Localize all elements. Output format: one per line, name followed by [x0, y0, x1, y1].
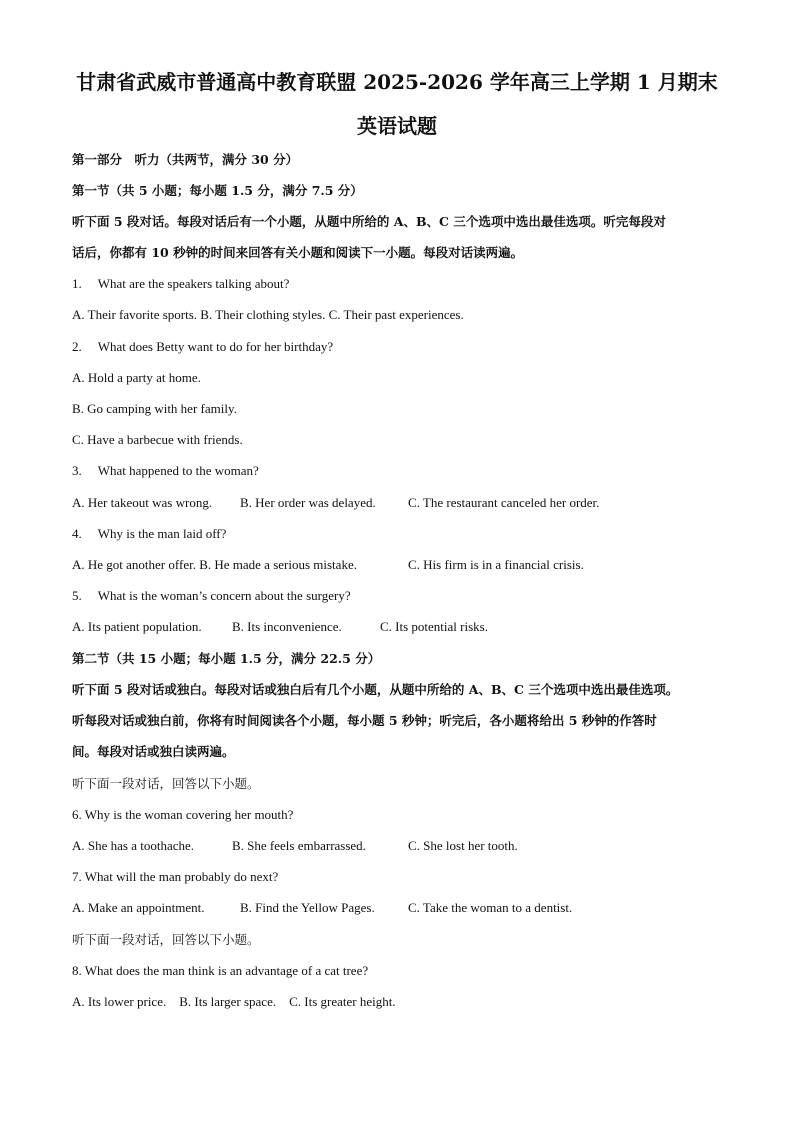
question-1: 1. What are the speakers talking about?: [72, 276, 290, 291]
section1-instruction-line1: 听下面 5 段对话。每段对话后有一个小题，从题中所给的 A、B、C 三个选项中选出最佳选项。听完每段对: [72, 214, 666, 229]
section1-heading: 第一节（共 5 小题；每小题 1.5 分，满分 7.5 分）: [72, 183, 363, 198]
question-6-option-b: B. She feels embarrassed.: [232, 838, 366, 853]
question-8-options: A. Its lower price. B. Its larger space. C. Its greater height.: [72, 994, 396, 1009]
section2-instruction-line2: 听每段对话或独白前，你将有时间阅读各个小题，每小题 5 秒钟；听完后，各小题将给出 5 秒钟的作答时: [72, 713, 657, 728]
question-2: 2. What does Betty want to do for her birthday?: [72, 339, 334, 354]
dialogue-prompt-1: 听下面一段对话，回答以下小题。: [72, 776, 260, 791]
section2-instruction-line3: 间。每段对话或独白读两遍。: [72, 744, 235, 759]
question-3-option-b: B. Her order was delayed.: [240, 495, 376, 510]
question-6: 6. Why is the woman covering her mouth?: [72, 807, 294, 822]
question-3-option-c: C. The restaurant canceled her order.: [408, 495, 600, 510]
question-8: 8. What does the man think is an advantage of a cat tree?: [72, 963, 369, 978]
question-5-option-a: A. Its patient population.: [72, 619, 202, 634]
question-2-option-a: A. Hold a party at home.: [72, 370, 201, 385]
question-5: 5. What is the woman’s concern about the surgery?: [72, 588, 351, 603]
question-1-options: A. Their favorite sports. B. Their clothing styles. C. Their past experiences.: [72, 307, 464, 322]
question-4-option-c: C. His firm is in a financial crisis.: [408, 557, 584, 572]
question-2-option-c: C. Have a barbecue with friends.: [72, 432, 243, 447]
question-4: 4. Why is the man laid off?: [72, 526, 227, 541]
question-3-option-a: A. Her takeout was wrong.: [72, 495, 213, 510]
question-7-option-b: B. Find the Yellow Pages.: [240, 900, 375, 915]
dialogue-prompt-2: 听下面一段对话，回答以下小题。: [72, 932, 260, 947]
section2-heading: 第二节（共 15 小题；每小题 1.5 分，满分 22.5 分）: [72, 651, 381, 666]
question-2-option-b: B. Go camping with her family.: [72, 401, 237, 416]
question-7-option-c: C. Take the woman to a dentist.: [408, 900, 573, 915]
question-6-option-a: A. She has a toothache.: [72, 838, 195, 853]
section1-instruction-line2: 话后，你都有 10 秒钟的时间来回答有关小题和阅读下一小题。每段对话读两遍。: [72, 245, 524, 260]
question-5-option-b: B. Its inconvenience.: [232, 619, 342, 634]
question-7-option-a: A. Make an appointment.: [72, 900, 205, 915]
question-7: 7. What will the man probably do next?: [72, 869, 279, 884]
section2-instruction-line1: 听下面 5 段对话或独白。每段对话或独白后有几个小题，从题中所给的 A、B、C 三个选项中选出最佳选项。: [72, 682, 679, 697]
part1-heading: 第一部分 听力（共两节，满分 30 分）: [72, 152, 299, 167]
question-5-option-c: C. Its potential risks.: [380, 619, 488, 634]
question-3: 3. What happened to the woman?: [72, 463, 259, 478]
question-4-option-ab: A. He got another offer. B. He made a serious mistake.: [72, 557, 357, 572]
exam-title-line2: 英语试题: [357, 114, 437, 138]
exam-title-line1: 甘肃省武威市普通高中教育联盟 2025-2026 学年高三上学期 1 月期末: [76, 70, 718, 94]
question-6-option-c: C. She lost her tooth.: [408, 838, 518, 853]
